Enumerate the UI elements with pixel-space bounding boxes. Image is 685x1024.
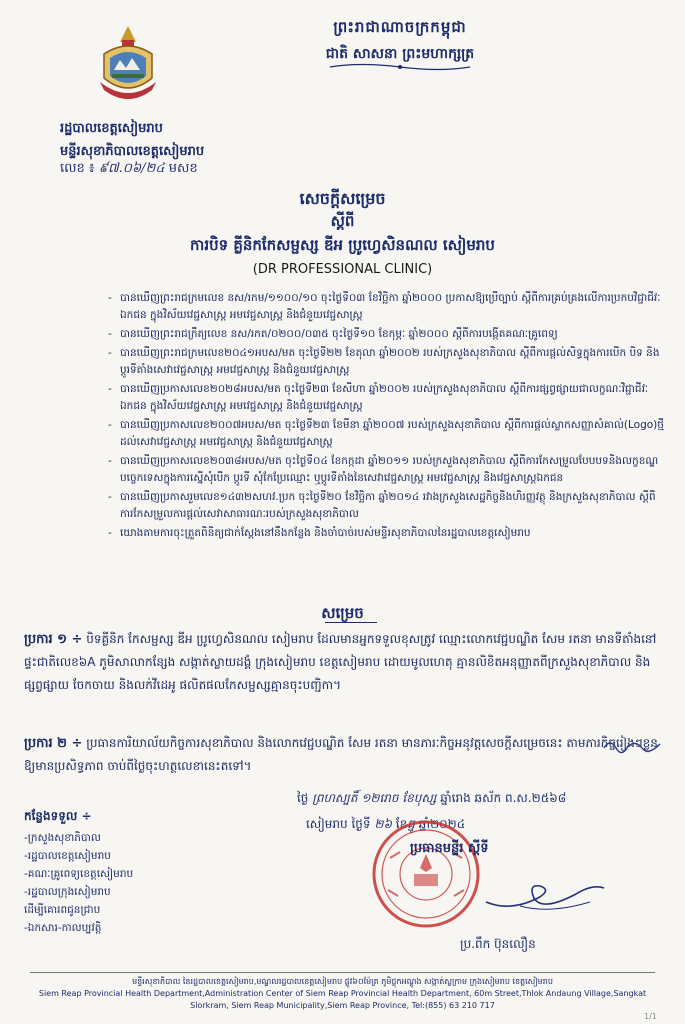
lunar-rest: ឆ្នាំរោង ឆស័ក ព.ស.២៥៦៨: [440, 791, 567, 805]
ornament-divider-icon: [320, 62, 480, 72]
lunar-hand: ព្រហស្បតិ៍ ១២រោច ខែបុស្ស: [312, 791, 437, 805]
list-item: - បានឃើញព្រះរាជក្រឹត្យលេខ នស/រកត/០២០០/០៣៥ ចុះថ្ងៃទី១០ ខែកុម្ភៈ ឆ្នាំ២០០០ ស្តីពីការបង្កើតគណៈគ្រូពេទ្យ: [108, 326, 668, 343]
basis-list: [108, 290, 668, 544]
list-item: -រដ្ឋបាលក្រុងសៀមរាប: [24, 886, 111, 898]
list-item: - បានឃើញប្រកាសលេខ២០២៨អបស/មត ចុះថ្ងៃទី២៣ ខែសីហា ឆ្នាំ២០០២ របស់ក្រសួងសុខាភិបាល ស្តីពីការផ្សព្វផ្សាយជាលក្ខណៈវិជ្ជាជីវៈឯកជន ក្នុងវិស័យវេជ្ជសាស្ត្រ អមវេជ្ជសាស្ត្រ និងជំនួយវេជ្ជសាស្ត្រ: [108, 381, 668, 415]
kingdom-header: [250, 18, 550, 65]
issuer-department: មន្ទីរសុខាភិបាលខេត្តសៀមរាប: [60, 144, 205, 159]
list-item: -គណៈគ្រូពេទ្យខេត្តសៀមរាប: [24, 868, 134, 880]
doc-type: សេចក្តីសម្រេច: [299, 189, 386, 208]
decision-underline: [325, 622, 377, 623]
list-item: -ឯកសារ-កាលប្បវត្តិ: [24, 922, 102, 934]
footer: [20, 976, 665, 1012]
article-2: [24, 732, 664, 778]
article-text: ប្រធានការិយាល័យកិច្ចការសុខាភិបាល និងលោកវេជ្ជបណ្ឌិត សែម រតនា មានភារៈកិច្ចអនុវត្តសេចក្តីសម្រេចនេះ តាមភារកិច្ចរៀងៗខ្លួនឱ្យមានប្រសិទ្ធភាព ចាប់ពីថ្ងៃចុះហត្ថលេខានេះតទៅ។: [24, 736, 658, 773]
solar-month-prefix: ខែ: [395, 817, 408, 831]
list-item: ដើម្បីគោរពជូនជ្រាប: [24, 904, 101, 916]
list-item: - បានឃើញប្រកាសលេខ២០០៧អបស/មត ចុះថ្ងៃទី២៣ ខែមីនា ឆ្នាំ២០០៧ របស់ក្រសួងសុខាភិបាល ស្តីពីការផ្តល់ស្លាកសញ្ញាសំគាល់(Logo)ថ្មី ដល់សេវាវេជ្ជសាស្ត្រ អមវេជ្ជសាស្ត្រ និងជំនួយវេជ្ជសាស្ត្រ: [108, 417, 668, 451]
issuer-block: [60, 120, 250, 162]
lunar-prefix: ថ្ងៃ: [297, 791, 309, 805]
signer-name: ប្រ.ពឹក ប៊ុនលឿន: [460, 937, 536, 951]
ref-year: ២៤: [145, 161, 165, 176]
list-item: - យោងតាមការចុះត្រួតពិនិត្យជាក់ស្តែងនៅនឹងកន្លែង និងចាំបាច់របស់មន្ទីរសុខាភិបាលនៃរដ្ឋបាលខេត្តសៀមរាប: [108, 525, 668, 542]
solar-month: ធ្នូ: [407, 817, 415, 831]
lunar-date: [297, 790, 566, 808]
article-1: [24, 628, 664, 697]
official-stamp-icon: [370, 818, 482, 930]
footer-kh: មន្ទីរសុខាភិបាល នៃរដ្ឋបាលខេត្តសៀមរាប,មណ្ឌលរដ្ឋបាលខេត្តសៀមរាប ផ្លូវ៦០ម៉ែត្រ ភូមិថ្លុកអណ្តូង សង្កាត់ស្លក្រាម ក្រុងសៀមរាប ខេត្តសៀមរាប: [132, 977, 553, 986]
article-label: ប្រការ ១ ÷: [24, 632, 83, 647]
ref-suffix: មសខ: [168, 161, 198, 176]
kingdom-motto: ជាតិ សាសនា ព្រះមហាក្សត្រ: [325, 46, 475, 62]
footer-en-1: Siem Reap Provincial Health Department,Administration Center of Siem Reap Provincial Health Department, 60m Street,Thlok Andaung Village,Sangkat: [38, 989, 647, 998]
initials-mark-icon: [600, 734, 670, 758]
kingdom-title: ព្រះរាជាណាចក្រកម្ពុជា: [333, 18, 467, 36]
doc-subject: ការបិទ គ្លីនិកកែសម្ផស្ស ឌីអ ប្រូហ្វេសិនណល សៀមរាប: [190, 236, 495, 254]
list-item: -រដ្ឋបាលខេត្តសៀមរាប: [24, 850, 111, 862]
page-number: 1/1: [644, 1012, 657, 1021]
recipients-block: [24, 808, 224, 937]
solar-prefix: សៀមរាប ថ្ងៃទី: [306, 817, 371, 831]
ref-prefix: លេខ ៖: [60, 161, 95, 176]
article-text: បិទគ្លីនិក កែសម្ផស្ស ឌីអ ប្រូហ្វេសិនណល សៀមរាប ដែលមានអ្នកទទួលខុសត្រូវ ឈ្មោះលោកវេជ្ជបណ្ឌិត សែម រតនា មានទីតាំងនៅផ្ទះជាតិលេខ៦A ភូមិសាលាកន្សែង សង្កាត់ស្លាយដង្គំ ក្រុងសៀមរាប ខេត្តសៀមរាប ដោយមូលហេតុ គ្មានលិខិតអនុញ្ញាតពីក្រសួងសុខាភិបាល និងផ្សព្វផ្សាយ ចែកចាយ និងលក់វីដេអូ ផលិតផលកែសម្ផស្សគ្មានចុះបញ្ជិកា។: [24, 632, 657, 692]
list-item: - បានឃើញប្រកាសលេខ២០៣៨អបស/មត ចុះថ្ងៃទី០៤ ខែកក្កដា ឆ្នាំ២០១១ របស់ក្រសួងសុខាភិបាល ស្តីពីការកែសម្រួលបែបបទនិងលក្ខខណ្ឌបច្ចេកទេសក្នុងការស្នើសុំបើក ប្តូរទី សុំកែប្រែឈ្មោះ ឬប្តូរទីតាំងនៃសេវាវេជ្ជសាស្ត្រ អមវេជ្ជសាស្ត្រ និងវេជ្ជសាស្ត្រឯកជន: [108, 453, 668, 487]
footer-divider: [30, 972, 655, 973]
solar-day: ២៦: [374, 817, 392, 831]
reference-number: [60, 160, 198, 179]
list-item: - បានឃើញប្រកាសរួមលេខ១៤៣២សហវ.ប្រក ចុះថ្ងៃទី២០ ខែវិច្ឆិកា ឆ្នាំ២០១៤ រវាងក្រសួងសេដ្ឋកិច្ចនិងហិរញ្ញវត្ថុ និងក្រសួងសុខាភិបាល ស្តីពីការកែសម្រួលការផ្តល់សេវាសាធារណៈរបស់ក្រសួងសុខាភិបាល: [108, 489, 668, 523]
solar-rest: ឆ្នាំ២០២៤: [418, 817, 466, 831]
decision-heading: សម្រេច: [321, 604, 364, 622]
signer-title: ប្រធានមន្ទីរ ស្តីទី: [410, 841, 489, 856]
emblem-logo: [96, 24, 160, 102]
footer-en-2: Slorkram, Siem Reap Municipality,Siem Reap Province, Tel:(855) 63 210 717: [190, 1001, 495, 1010]
issuer-admin: រដ្ឋបាលខេត្តសៀមរាប: [60, 121, 163, 136]
doc-about: ស្តីពី: [330, 212, 355, 230]
list-item: - បានឃើញព្រះរាជក្រមលេខ នស/រកម/១១០០/១០ ចុះថ្ងៃទី០៣ ខែវិច្ឆិកា ឆ្នាំ២០០០ ប្រកាសឱ្យប្រើច្បាប់ ស្តីពីការគ្រប់គ្រងលើការប្រកបវិជ្ជាជីវៈឯកជន ក្នុងវិស័យវេជ្ជសាស្ត្រ អមវេជ្ជសាស្ត្រ និងជំនួយវេជ្ជសាស្ត្រ: [108, 290, 668, 324]
doc-subject-en: (DR PROFESSIONAL CLINIC): [252, 262, 433, 277]
list-item: -ក្រសួងសុខាភិបាល: [24, 832, 101, 844]
ref-number: ៩៧.០៦/: [98, 161, 146, 176]
article-label: ប្រការ ២ ÷: [24, 736, 83, 751]
recipients-heading: កន្លែងទទួល ÷: [24, 809, 92, 823]
signature-icon: [480, 858, 610, 918]
list-item: - បានឃើញព្រះរាជក្រមលេខ២០៤១អបស/មត ចុះថ្ងៃទី២២ ខែតុលា ឆ្នាំ២០០២ របស់ក្រសួងសុខាភិបាល ស្តីពីការផ្តល់សិទ្ធក្នុងការបើក បិទ និងប្តូរទីតាំងសេវាវេជ្ជសាស្ត្រ អមវេជ្ជសាស្ត្រ និងជំនួយវេជ្ជសាស្ត្រ: [108, 345, 668, 379]
